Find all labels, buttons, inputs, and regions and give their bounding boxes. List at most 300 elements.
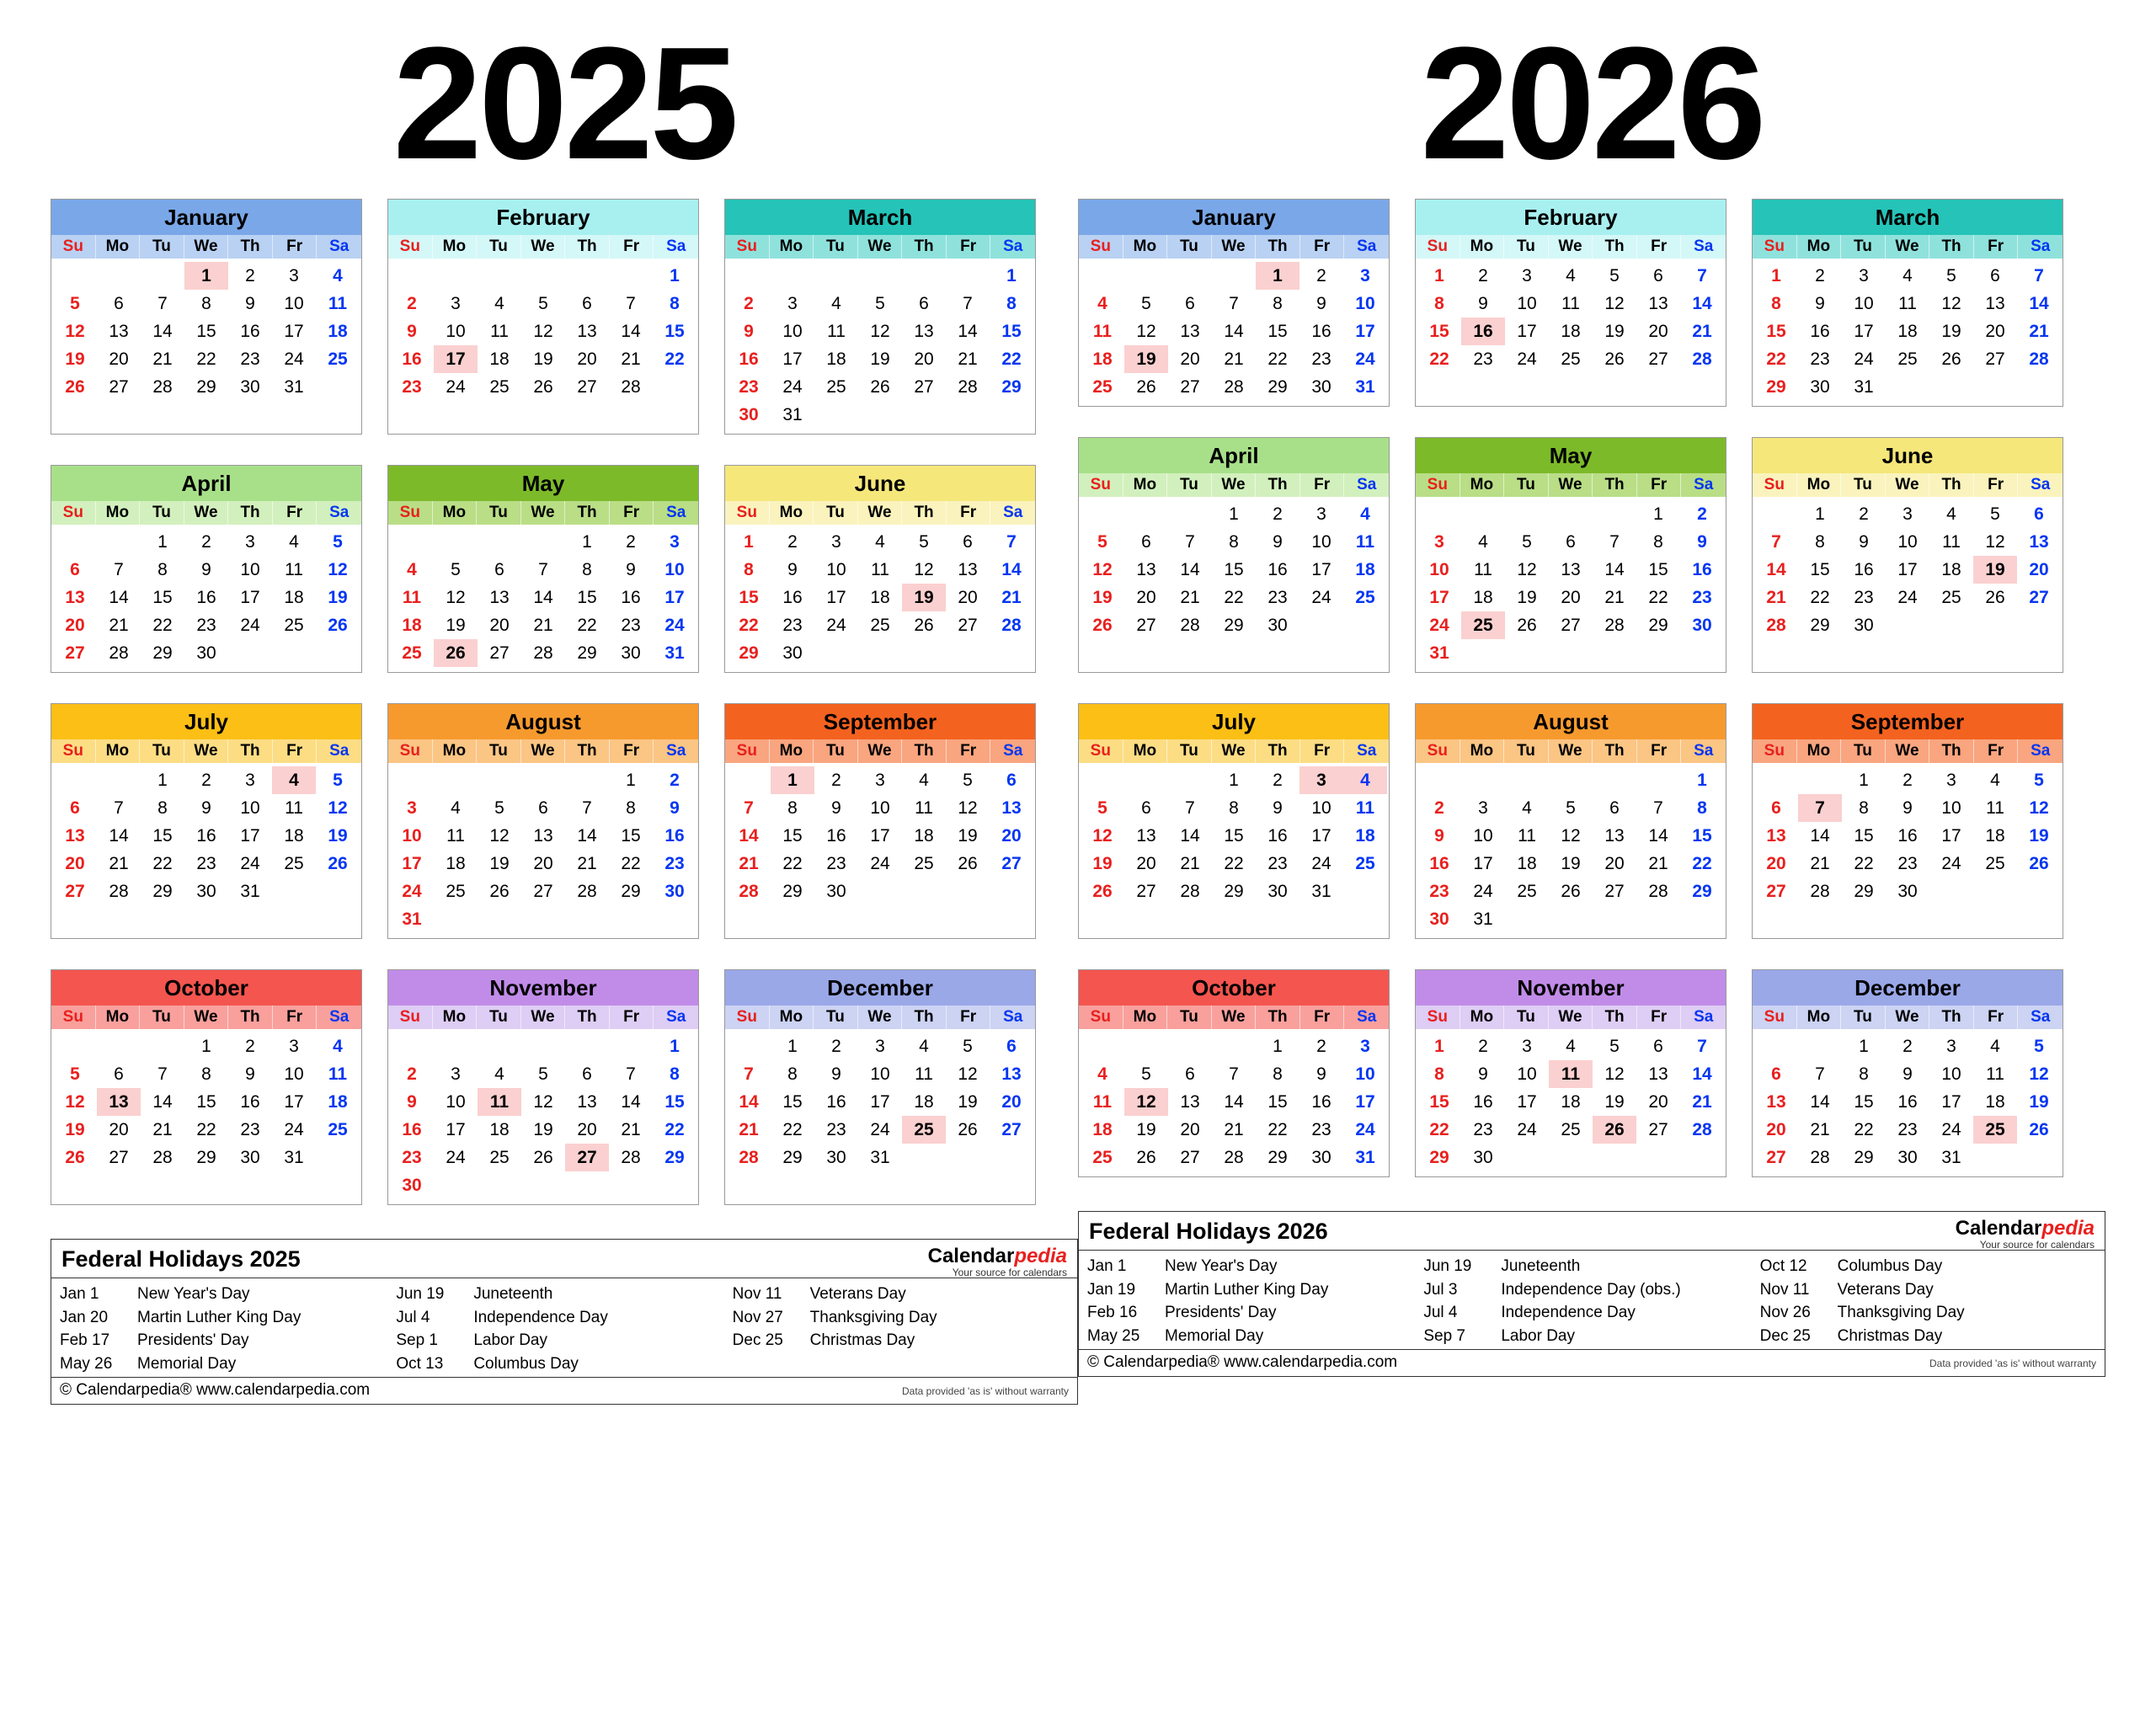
day-cell: 23 (1311, 1120, 1331, 1139)
day-cell: 15 (739, 588, 759, 607)
day-cell: 2 (1478, 1037, 1488, 1056)
week-row (1081, 1144, 1387, 1171)
day-cell: 24 (240, 616, 260, 635)
week-row (1417, 611, 1724, 639)
weekday-label: Mo (1797, 235, 1842, 259)
day-cell: 2 (1815, 266, 1825, 285)
weekday-header-row (725, 1006, 1035, 1029)
day-cell: 6 (1141, 798, 1151, 818)
day-cell (946, 1144, 990, 1171)
weekday-label: Fr (1637, 739, 1682, 763)
holidays-table (51, 1278, 1077, 1377)
week-row (727, 290, 1033, 317)
weeks-grid (1079, 1029, 1389, 1176)
day-cell: 16 (402, 1120, 422, 1139)
weekday-header-row (388, 501, 698, 525)
day-cell: 3 (670, 532, 680, 552)
week-row (53, 290, 360, 317)
day-cell: 16 (240, 1092, 260, 1112)
day-cell (141, 1032, 184, 1060)
day-cell: 29 (1854, 1148, 1874, 1167)
day-cell (1343, 611, 1387, 639)
day-cell: 11 (827, 322, 846, 341)
weeks-grid (1079, 763, 1389, 910)
week-row (727, 584, 1033, 611)
day-cell: 19 (489, 854, 510, 873)
day-cell: 9 (407, 322, 417, 341)
holiday-date: Jan 1 (1087, 1257, 1127, 1275)
day-cell: 27 (1136, 882, 1156, 901)
week-row (390, 878, 696, 905)
day-cell (858, 639, 902, 667)
day-cell: 22 (782, 854, 803, 873)
day-cell: 26 (1604, 349, 1625, 369)
day-cell: 8 (1006, 294, 1017, 313)
day-cell: 6 (963, 532, 973, 552)
day-cell: 5 (1522, 532, 1532, 552)
day-cell: 5 (70, 294, 80, 313)
day-cell: 31 (1355, 377, 1375, 397)
day-cell: 15 (1692, 826, 1712, 845)
weeks-grid (51, 259, 361, 406)
day-cell: 12 (446, 588, 466, 607)
holidays-title: Federal Holidays 2025 (61, 1246, 301, 1272)
day-cell: 28 (1810, 882, 1830, 901)
holiday-date: Jun 19 (1423, 1257, 1472, 1275)
day-cell: 20 (577, 349, 597, 369)
week-row (53, 639, 360, 667)
day-cell: 14 (1810, 826, 1830, 845)
day-cell: 23 (196, 616, 216, 635)
weekday-header-row (1079, 739, 1389, 763)
day-cell (1168, 766, 1212, 794)
month-card (724, 969, 1036, 1205)
day-cell: 9 (831, 1064, 841, 1084)
weekday-header-row (1079, 1006, 1389, 1029)
weekday-label: Tu (1167, 473, 1212, 497)
day-cell: 20 (1766, 1120, 1786, 1139)
day-cell: 7 (114, 798, 124, 818)
day-cell: 25 (489, 1148, 510, 1167)
day-cell: 13 (1648, 1064, 1668, 1084)
day-cell: 26 (434, 639, 478, 667)
week-row (1754, 1032, 2061, 1060)
day-cell: 7 (114, 560, 124, 579)
week-row (727, 639, 1033, 667)
day-cell (478, 262, 521, 290)
day-cell (1212, 1032, 1256, 1060)
week-row (1081, 850, 1387, 878)
day-cell (1168, 1032, 1212, 1060)
day-cell: 10 (1941, 1064, 1961, 1084)
day-cell (97, 1032, 141, 1060)
day-cell: 22 (782, 1120, 803, 1139)
day-cell: 11 (402, 588, 422, 607)
week-row (390, 345, 696, 373)
day-cell: 16 (240, 322, 260, 341)
week-row (1417, 905, 1724, 933)
day-cell: 9 (744, 322, 754, 341)
day-cell: 27 (1180, 1148, 1200, 1167)
weeks-grid (1753, 497, 2063, 644)
day-cell: 19 (1092, 588, 1113, 607)
weeks-grid (388, 763, 698, 938)
day-cell: 3 (875, 771, 885, 790)
holiday-date: Nov 27 (732, 1308, 783, 1326)
week-row (727, 1116, 1033, 1144)
day-cell: 12 (914, 560, 934, 579)
week-row (1081, 1060, 1387, 1088)
weekday-label: Sa (1694, 476, 1714, 493)
day-cell: 12 (1604, 1064, 1625, 1084)
week-row (53, 822, 360, 850)
day-cell: 24 (446, 377, 466, 397)
day-cell: 13 (65, 826, 85, 845)
day-cell: 16 (196, 588, 216, 607)
day-cell: 14 (109, 826, 129, 845)
day-cell: 3 (1360, 266, 1370, 285)
day-cell: 31 (402, 910, 422, 929)
day-cell: 26 (533, 1148, 553, 1167)
day-cell: 30 (402, 1176, 422, 1195)
week-row (53, 262, 360, 290)
day-cell: 21 (739, 854, 759, 873)
day-cell: 30 (1897, 882, 1918, 901)
week-row (1081, 556, 1387, 584)
day-cell: 28 (1810, 1148, 1830, 1167)
day-cell (390, 262, 434, 290)
month-card (724, 465, 1036, 673)
day-cell: 12 (1941, 294, 1961, 313)
weekday-label: Th (1593, 1006, 1637, 1029)
day-cell (990, 1144, 1033, 1171)
day-cell: 30 (1897, 1148, 1918, 1167)
weekday-header-row (51, 235, 361, 259)
day-cell: 30 (196, 643, 216, 663)
weekday-label: Th (902, 501, 947, 525)
day-cell: 12 (958, 798, 978, 818)
day-cell: 10 (1473, 826, 1493, 845)
day-cell: 6 (1771, 798, 1781, 818)
day-cell: 8 (582, 560, 592, 579)
day-cell: 16 (1461, 317, 1505, 345)
weekday-label: Tu (477, 1006, 521, 1029)
day-cell: 4 (333, 266, 343, 285)
day-cell: 6 (1006, 1037, 1017, 1056)
day-cell: 17 (1355, 322, 1375, 341)
day-cell: 10 (870, 798, 890, 818)
holiday-name: Presidents' Day (1165, 1304, 1277, 1322)
day-cell (228, 639, 272, 667)
weekday-label: We (1886, 473, 1930, 497)
holiday-date: Jan 1 (60, 1285, 99, 1303)
weeks-grid (725, 525, 1035, 672)
day-cell: 3 (1859, 266, 1869, 285)
day-cell: 10 (1517, 1064, 1537, 1084)
weekday-label: Fr (1974, 235, 2019, 259)
weekday-label: Th (1929, 473, 1974, 497)
day-cell: 13 (577, 1092, 597, 1112)
weekday-label: Mo (1460, 1006, 1505, 1029)
day-cell: 14 (152, 1092, 173, 1112)
day-cell: 11 (478, 1088, 521, 1116)
day-cell: 1 (1434, 1037, 1444, 1056)
month-card (1752, 199, 2063, 407)
weekday-label: Tu (1841, 739, 1886, 763)
weekday-label: Mo (1123, 1006, 1168, 1029)
weekday-label: We (858, 739, 903, 763)
day-cell: 20 (1648, 322, 1668, 341)
weekday-label: We (858, 235, 903, 259)
weekday-label: Sa (329, 504, 350, 521)
weekday-label: Mo (96, 739, 141, 763)
weeks-grid (725, 259, 1035, 434)
day-cell: 11 (1474, 560, 1492, 579)
day-cell: 8 (1771, 294, 1781, 313)
day-cell (565, 1171, 609, 1199)
day-cell: 23 (782, 616, 803, 635)
week-row (1417, 1116, 1724, 1144)
day-cell (316, 878, 360, 905)
weeks-grid (51, 1029, 361, 1176)
day-cell: 10 (1311, 798, 1331, 818)
day-cell: 1 (201, 1037, 211, 1056)
day-cell: 17 (434, 345, 478, 373)
day-cell: 23 (1473, 1120, 1493, 1139)
day-cell (434, 1171, 478, 1199)
day-cell: 6 (1609, 798, 1620, 818)
day-cell: 7 (1229, 294, 1239, 313)
day-cell: 21 (152, 349, 173, 369)
day-cell: 21 (533, 616, 553, 635)
day-cell: 16 (739, 349, 759, 369)
week-row (1417, 317, 1724, 345)
day-cell: 18 (1355, 826, 1375, 845)
day-cell: 3 (1946, 1037, 1956, 1056)
day-cell: 4 (1946, 504, 1956, 524)
day-cell: 3 (1946, 771, 1956, 790)
day-cell: 28 (1224, 1148, 1244, 1167)
day-cell: 1 (1859, 1037, 1869, 1056)
day-cell: 5 (2034, 1037, 2044, 1056)
day-cell: 2 (407, 1064, 417, 1084)
day-cell: 1 (157, 771, 168, 790)
weekday-label: Su (1416, 473, 1460, 497)
weekday-label: Su (1079, 739, 1123, 763)
weekday-label: Sa (666, 742, 686, 760)
week-row (53, 794, 360, 822)
weekday-header-row (388, 235, 698, 259)
day-cell: 10 (782, 322, 803, 341)
day-cell: 5 (1609, 266, 1620, 285)
weeks-grid (51, 525, 361, 672)
day-cell: 16 (1810, 322, 1830, 341)
day-cell: 15 (664, 322, 685, 341)
day-cell: 7 (1185, 532, 1195, 552)
day-cell: 11 (1092, 322, 1113, 341)
day-cell (478, 905, 521, 933)
day-cell: 20 (1136, 588, 1156, 607)
weekday-label: Su (1079, 235, 1123, 259)
day-cell: 22 (739, 616, 759, 635)
holiday-name: Thanksgiving Day (809, 1308, 937, 1326)
week-row (1081, 878, 1387, 905)
day-cell: 31 (1429, 643, 1449, 663)
holidays-column (1423, 1255, 1759, 1347)
day-cell: 30 (1311, 1148, 1331, 1167)
day-cell: 24 (1311, 588, 1331, 607)
day-cell: 4 (1990, 771, 2000, 790)
day-cell: 17 (664, 588, 685, 607)
day-cell (1461, 500, 1505, 528)
weekday-label: Su (1416, 235, 1460, 259)
day-cell (1636, 766, 1680, 794)
day-cell: 5 (963, 771, 973, 790)
day-cell: 10 (1311, 532, 1331, 552)
year-column (51, 0, 1078, 1405)
day-cell: 29 (1648, 616, 1668, 635)
holiday-row (60, 1352, 396, 1376)
day-cell: 11 (915, 798, 933, 818)
week-row (390, 1116, 696, 1144)
day-cell: 1 (744, 532, 754, 552)
holiday-name: Juneteenth (1501, 1257, 1581, 1275)
weekday-label: We (521, 501, 566, 525)
day-cell: 30 (826, 1148, 846, 1167)
week-row (1081, 345, 1387, 373)
day-cell (521, 905, 565, 933)
day-cell: 24 (1429, 616, 1449, 635)
day-cell (1124, 262, 1168, 290)
day-cell: 16 (1692, 560, 1712, 579)
holiday-name: Independence Day (1501, 1304, 1636, 1322)
week-row (53, 878, 360, 905)
day-cell: 17 (1355, 1092, 1375, 1112)
day-cell (1886, 373, 1929, 401)
day-cell: 30 (782, 643, 803, 663)
day-cell: 2 (831, 1037, 841, 1056)
day-cell: 29 (1766, 377, 1786, 397)
holiday-row (396, 1306, 732, 1330)
day-cell: 22 (1267, 349, 1288, 369)
weekday-label: Th (1929, 1006, 1974, 1029)
day-cell (53, 1032, 97, 1060)
day-cell (1973, 878, 2017, 905)
day-cell: 7 (1697, 1037, 1707, 1056)
weekday-label: Tu (814, 739, 858, 763)
day-cell: 30 (240, 377, 260, 397)
day-cell: 1 (184, 262, 228, 290)
day-cell: 14 (1648, 826, 1668, 845)
day-cell: 1 (157, 532, 168, 552)
month-name: November (1416, 970, 1726, 1006)
week-row (727, 317, 1033, 345)
day-cell: 19 (1561, 854, 1581, 873)
day-cell: 3 (787, 294, 798, 313)
weekday-header-row (388, 1006, 698, 1029)
holiday-name: Memorial Day (137, 1354, 237, 1373)
day-cell (521, 262, 565, 290)
day-cell (1886, 611, 1929, 639)
weekday-header-row (725, 501, 1035, 525)
day-cell: 4 (494, 1064, 504, 1084)
weekday-label: Su (51, 1006, 96, 1029)
weekday-label: Th (1256, 473, 1300, 497)
day-cell: 9 (201, 798, 211, 818)
day-cell: 21 (1692, 322, 1712, 341)
day-cell: 17 (284, 322, 304, 341)
day-cell: 15 (1267, 1092, 1288, 1112)
day-cell: 11 (328, 1064, 348, 1084)
week-row (53, 1060, 360, 1088)
day-cell: 1 (1771, 266, 1781, 285)
holiday-name: Juneteenth (473, 1285, 553, 1303)
day-cell (609, 1171, 653, 1199)
day-cell: 26 (1136, 377, 1156, 397)
day-cell (2017, 878, 2061, 905)
day-cell (1973, 373, 2017, 401)
day-cell: 24 (284, 349, 304, 369)
weekday-label: Th (1256, 739, 1300, 763)
day-cell: 22 (1224, 588, 1244, 607)
day-cell (97, 528, 141, 556)
week-row (1417, 766, 1724, 794)
day-cell: 13 (2029, 532, 2049, 552)
weekday-label: Fr (273, 739, 318, 763)
day-cell: 4 (831, 294, 841, 313)
week-row (1417, 1088, 1724, 1116)
day-cell: 9 (1478, 1064, 1488, 1084)
holiday-date: May 25 (1087, 1326, 1140, 1345)
day-cell: 22 (152, 854, 173, 873)
day-cell (1081, 500, 1124, 528)
day-cell: 21 (1766, 588, 1786, 607)
weekday-label: We (1886, 235, 1930, 259)
day-cell: 10 (240, 798, 260, 818)
day-cell: 3 (875, 1037, 885, 1056)
day-cell: 4 (1360, 504, 1370, 524)
day-cell (990, 878, 1033, 905)
day-cell: 6 (1653, 266, 1663, 285)
day-cell: 12 (870, 322, 890, 341)
day-cell: 1 (582, 532, 592, 552)
day-cell: 13 (958, 560, 978, 579)
day-cell: 24 (284, 1120, 304, 1139)
day-cell: 26 (328, 854, 348, 873)
day-cell (521, 766, 565, 794)
day-cell: 1 (1229, 504, 1239, 524)
day-cell: 15 (1001, 322, 1022, 341)
holiday-date: Sep 1 (396, 1331, 438, 1350)
weekday-label: Su (1753, 473, 1797, 497)
day-cell: 9 (245, 1064, 255, 1084)
day-cell: 26 (1092, 882, 1113, 901)
day-cell: 2 (1903, 1037, 1913, 1056)
day-cell: 8 (787, 798, 798, 818)
weekday-label: Su (725, 235, 770, 259)
day-cell: 15 (1854, 1092, 1874, 1112)
day-cell: 9 (1815, 294, 1825, 313)
weekday-label: Sa (1003, 504, 1023, 521)
holiday-row (396, 1283, 732, 1306)
weekday-label: Mo (1460, 739, 1505, 763)
day-cell (1798, 1032, 1842, 1060)
day-cell: 19 (1941, 322, 1961, 341)
weekday-label: Mo (433, 235, 478, 259)
day-cell: 3 (1434, 532, 1444, 552)
day-cell: 1 (1273, 1037, 1283, 1056)
day-cell: 17 (1473, 854, 1493, 873)
